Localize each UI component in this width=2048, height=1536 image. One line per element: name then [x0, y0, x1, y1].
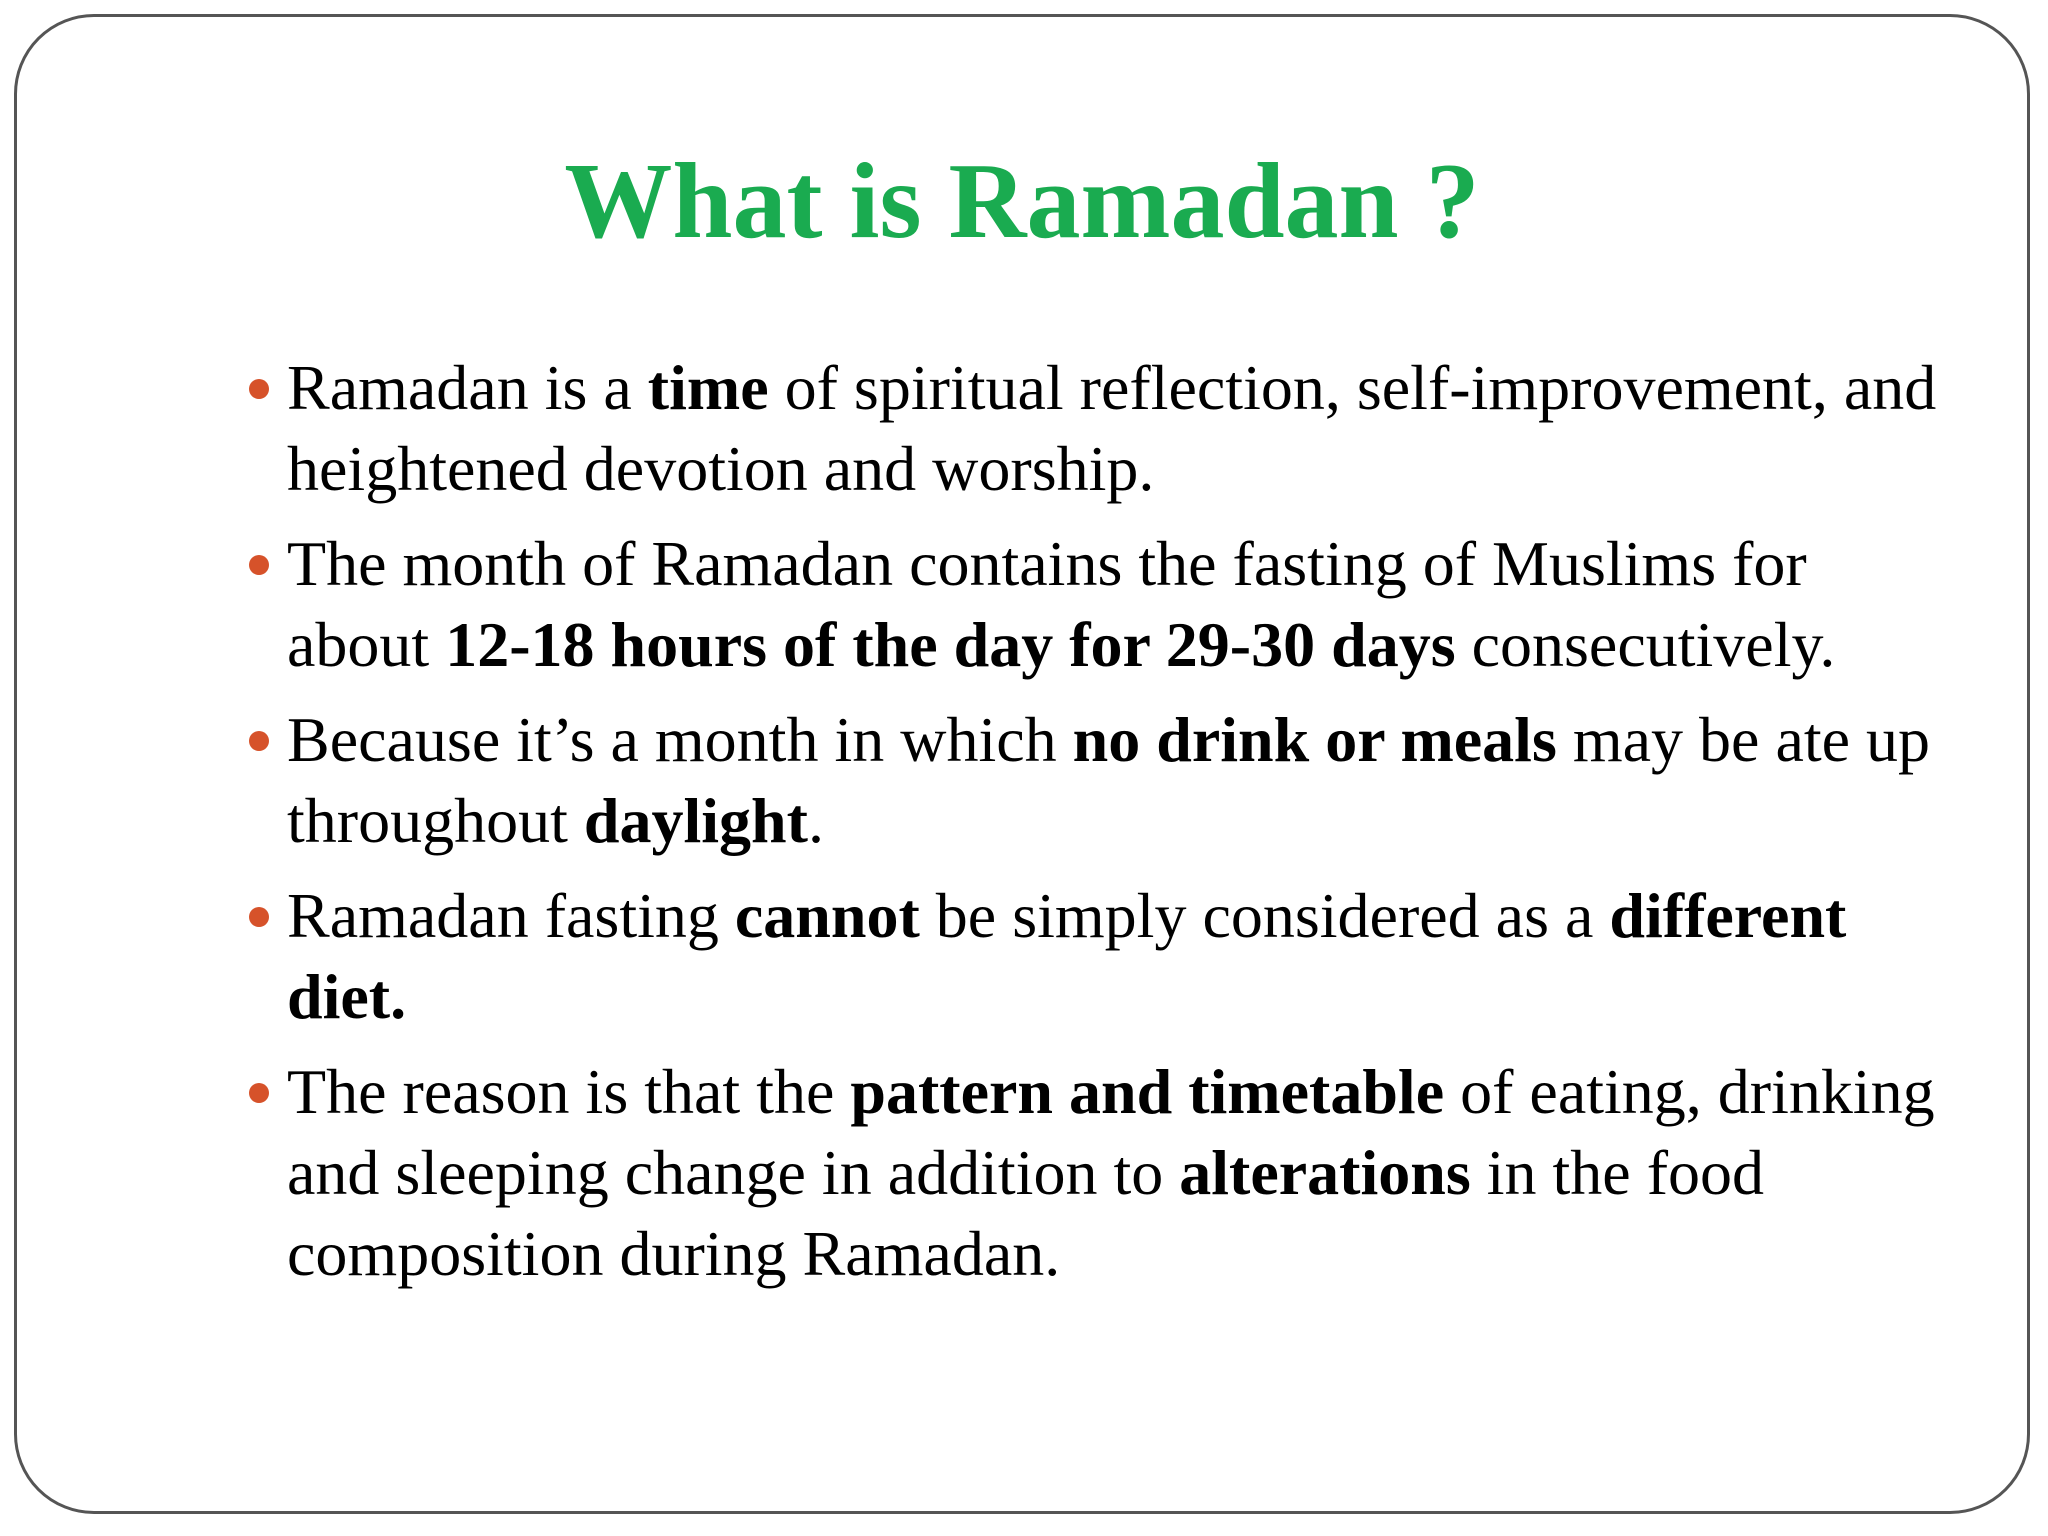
bullet-item-5: [287, 1051, 1947, 1294]
bullet-text: Ramadan fasting: [287, 880, 735, 951]
bullet-bold-text: cannot: [734, 880, 920, 951]
bullet-text: of eating, drinking and sleeping change in addition to: [287, 1056, 1935, 1208]
bullet-dot-icon: [249, 907, 269, 927]
slide-title: What is Ramadan ?: [564, 142, 1480, 261]
bullet-text: Ramadan is a: [287, 352, 648, 423]
bullet-bold-text: alterations: [1179, 1137, 1471, 1208]
bullet-bold-text: pattern and timetable: [850, 1056, 1445, 1127]
bullet-text: Because it’s a month in which: [287, 704, 1073, 775]
bullet-bold-text: no drink or meals: [1072, 704, 1557, 775]
bullet-list: [287, 347, 1947, 1308]
bullet-text: in the food composition during Ramadan.: [287, 1137, 1764, 1289]
bullet-dot-icon: [249, 731, 269, 751]
bullet-bold-text: daylight: [583, 785, 808, 856]
bullet-bold-text: different diet.: [287, 880, 1847, 1032]
bullet-bold-text: time: [647, 352, 769, 423]
bullet-text: of spiritual reflection, self-improvement, and heightened devotion and worship.: [287, 352, 1937, 504]
bullet-text: The reason is that the: [287, 1056, 851, 1127]
bullet-item-3: [287, 699, 1947, 861]
slide-frame: [14, 14, 2030, 1514]
bullet-item-4: [287, 875, 1947, 1037]
bullet-text: The month of Ramadan contains the fasting of Muslims for about: [287, 528, 1807, 680]
bullet-text: consecutively.: [1455, 609, 1836, 680]
bullet-item-1: [287, 347, 1947, 509]
bullet-text: be simply considered as a: [919, 880, 1610, 951]
bullet-bold-text: 12-18 hours of the day for 29-30 days: [445, 609, 1456, 680]
bullet-dot-icon: [249, 1083, 269, 1103]
bullet-text: may be ate up throughout: [287, 704, 1931, 856]
bullet-dot-icon: [249, 555, 269, 575]
bullet-dot-icon: [249, 379, 269, 399]
bullet-text: .: [807, 785, 824, 856]
bullet-item-2: [287, 523, 1947, 685]
